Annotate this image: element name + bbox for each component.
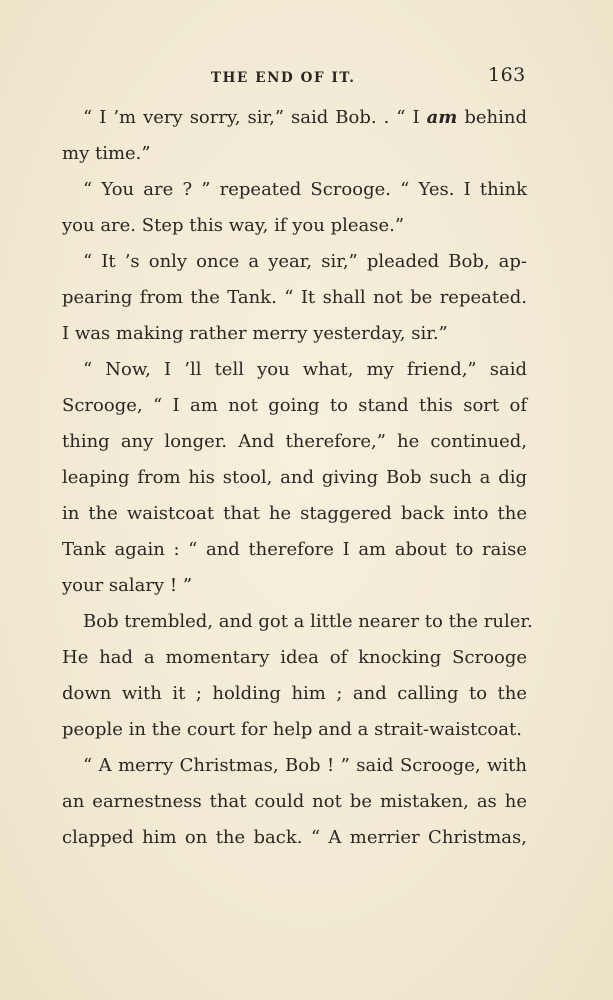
text-line: He had a momentary idea of knocking Scrooge — [62, 647, 527, 668]
text-line: “ A merry Christmas, Bob ! ” said Scrooge, with — [83, 755, 527, 776]
text-line: “ Now, I ’ll tell you what, my friend,” said — [83, 359, 527, 380]
page-number: 163 — [488, 64, 526, 86]
text-line: people in the court for help and a strait-waistcoat. — [62, 719, 522, 740]
text-line: “ You are ? ” repeated Scrooge. “ Yes. I think — [83, 179, 527, 200]
text-line: pearing from the Tank. “ It shall not be repeated. — [62, 287, 527, 308]
text-line: my time.” — [62, 143, 151, 164]
body-text — [62, 100, 533, 856]
text-line: your salary ! ” — [62, 575, 193, 596]
text-line: an earnestness that could not be mistaken, as he — [62, 791, 527, 812]
text-line: leaping from his stool, and giving Bob such a dig — [62, 467, 527, 488]
text-line: in the waistcoat that he staggered back into the — [62, 503, 527, 524]
text-line: “ It ’s only once a year, sir,” pleaded Bob, ap- — [83, 251, 527, 272]
text-line: clapped him on the back. “ A merrier Christmas, — [62, 827, 527, 848]
emphasis: am — [426, 107, 458, 128]
text-line: Tank again : “ and therefore I am about to raise — [62, 539, 527, 560]
text-line: thing any longer. And therefore,” he continued, — [62, 431, 527, 452]
text-line: Scrooge, “ I am not going to stand this sort of — [62, 395, 527, 416]
text-line: I was making rather merry yesterday, sir.” — [62, 323, 448, 344]
text-line: “ I ’m very sorry, sir,” said Bob. . “ I am behind — [83, 107, 527, 128]
text-line: you are. Step this way, if you please.” — [62, 215, 405, 236]
page-header — [0, 62, 613, 92]
text-line: Bob trembled, and got a little nearer to the ruler. — [83, 611, 533, 632]
text-line: down with it ; holding him ; and calling to the — [62, 683, 527, 704]
running-head: THE END OF IT. — [211, 70, 356, 86]
